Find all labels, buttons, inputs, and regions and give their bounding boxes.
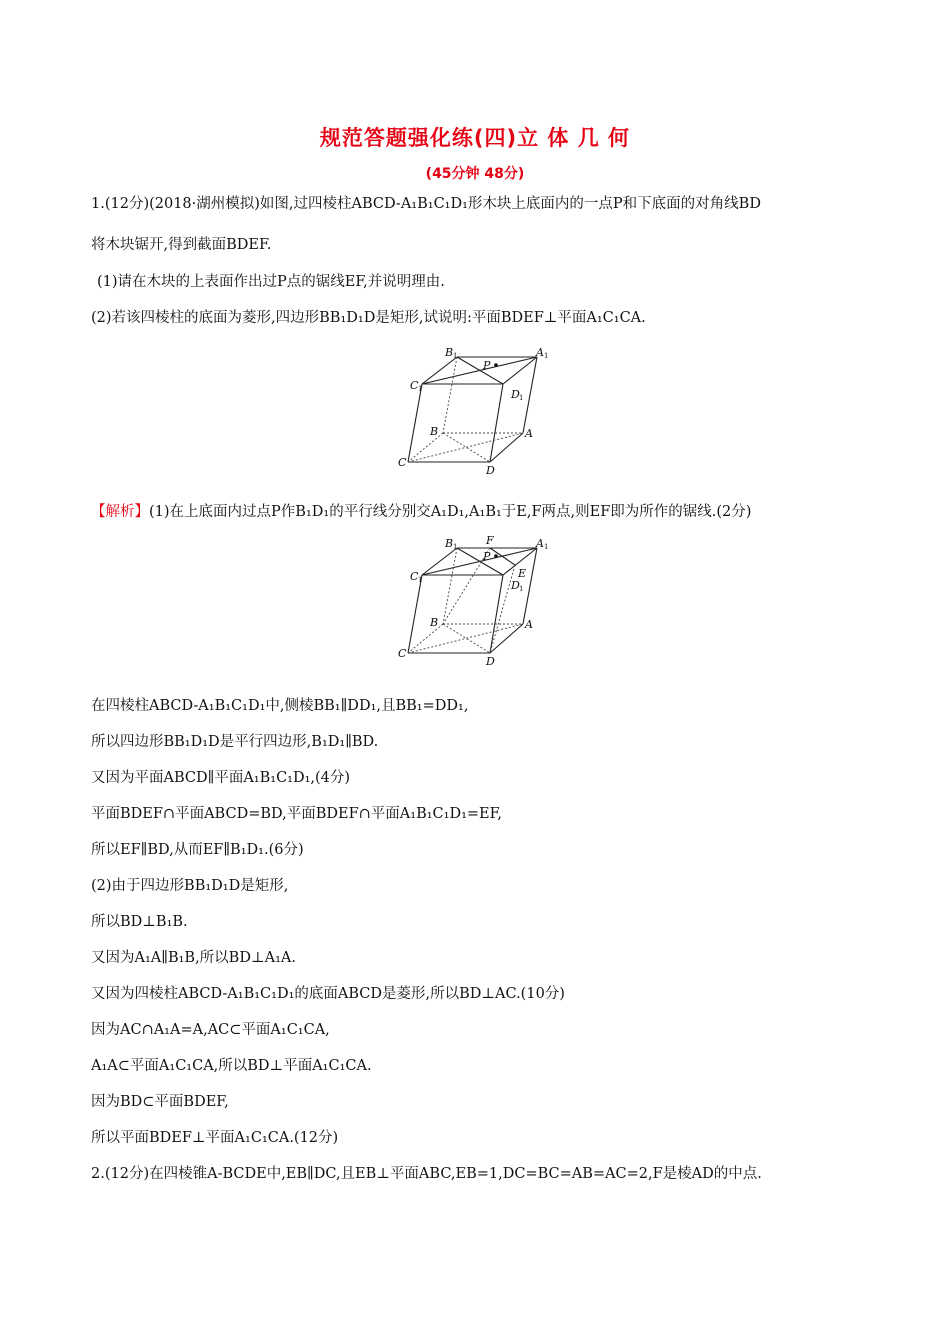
prism-figure-1 (395, 342, 555, 477)
label-b: B (430, 425, 439, 438)
edge-c1c (408, 575, 422, 653)
edge-a1a (523, 548, 537, 624)
solution-line: 所以BD⊥B₁B. (91, 914, 188, 930)
q1-part2: (2)若该四棱柱的底面为菱形,四边形BB₁D₁D是矩形,试说明:平面BDEF⊥平面A₁C₁CA. (91, 310, 646, 326)
page-title: 规范答题强化练(四)立 体 几 何 (319, 126, 631, 150)
solution-line: 因为BD⊂平面BDEF, (91, 1094, 229, 1110)
label-p: P (483, 359, 491, 372)
edge-c1c (408, 384, 422, 462)
solution-line: 又因为平面ABCD∥平面A₁B₁C₁D₁,(4分) (91, 770, 351, 786)
label-p: P (483, 550, 491, 563)
label-c1-sub: 1 (418, 576, 423, 584)
solution-tag: 【解析】 (91, 504, 149, 520)
label-c1: C (410, 379, 419, 392)
point-p (494, 554, 498, 558)
label-a: A (525, 618, 533, 631)
label-a: A (525, 427, 533, 440)
label-f: F (486, 534, 494, 547)
label-d1: D (511, 388, 520, 401)
label-c1-sub: 1 (418, 385, 423, 393)
label-b: B (430, 616, 439, 629)
saw-line-ef (490, 548, 515, 565)
q1-line1 (91, 194, 871, 214)
solution-line: 平面BDEF∩平面ABCD=BD,平面BDEF∩平面A₁B₁C₁D₁=EF, (91, 806, 503, 822)
q1-line2: 将木块锯开,得到截面BDEF. (91, 237, 272, 253)
label-d1-sub: 1 (519, 585, 524, 593)
solution-line: A₁A⊂平面A₁C₁CA,所以BD⊥平面A₁C₁CA. (91, 1058, 372, 1074)
label-b1: B (445, 537, 454, 550)
solution-line: 所以四边形BB₁D₁D是平行四边形,B₁D₁∥BD. (91, 734, 379, 750)
label-d1: D (511, 579, 520, 592)
label-d: D (486, 655, 495, 668)
solution-line: 因为AC∩A₁A=A,AC⊂平面A₁C₁CA, (91, 1022, 330, 1038)
point-p (494, 363, 498, 367)
label-d: D (486, 464, 495, 477)
solution-line: 所以EF∥BD,从而EF∥B₁D₁.(6分) (91, 842, 304, 858)
hidden-edge-b1b (443, 548, 457, 624)
solution-intro-line (91, 502, 871, 522)
label-b1-sub: 1 (453, 543, 458, 551)
solution-line: 所以平面BDEF⊥平面A₁C₁CA.(12分) (91, 1130, 339, 1146)
label-c1: C (410, 570, 419, 583)
label-d1-sub: 1 (519, 394, 524, 402)
hidden-edge-b1b (443, 357, 457, 433)
q2-line: 2.(12分)在四棱锥A-BCDE中,EB∥DC,且EB⊥平面ABC,EB=1,DC=BC=AB=AC=2,F是棱AD的中点. (91, 1166, 762, 1182)
edge-d1d (490, 575, 503, 653)
q1-part1: (1)请在木块的上表面作出过P点的锯线EF,并说明理由. (97, 274, 445, 290)
solution-line: 又因为A₁A∥B₁B,所以BD⊥A₁A. (91, 950, 296, 966)
label-c: C (398, 456, 407, 469)
solution-line: 在四棱柱ABCD-A₁B₁C₁D₁中,侧棱BB₁∥DD₁,且BB₁=DD₁, (91, 698, 469, 714)
label-b1: B (445, 346, 454, 359)
label-c: C (398, 647, 407, 660)
label-b1-sub: 1 (453, 352, 458, 360)
solution-line: 又因为四棱柱ABCD-A₁B₁C₁D₁的底面ABCD是菱形,所以BD⊥AC.(10分) (91, 986, 565, 1002)
solution-line: (2)由于四边形BB₁D₁D是矩形, (91, 878, 289, 894)
solution-intro: (1)在上底面内过点P作B₁D₁的平行线分别交A₁D₁,A₁B₁于E,F两点,则EF即为所作的锯线.(2分) (149, 504, 752, 520)
label-a1-sub: 1 (544, 352, 549, 360)
edge-d1d (490, 384, 503, 462)
page-subtitle: (45分钟 48分) (425, 166, 525, 182)
label-a1-sub: 1 (544, 543, 549, 551)
label-e: E (518, 567, 527, 580)
edge-a1a (523, 357, 537, 433)
q1-line1-text: 1.(12分)(2018·湖州模拟)如图,过四棱柱ABCD-A₁B₁C₁D₁形木块上底面内的一点P和下底面的对角线BD (91, 196, 761, 212)
prism-figure-2 (395, 533, 555, 668)
label-a1: A (536, 537, 544, 550)
label-a1: A (536, 346, 544, 359)
